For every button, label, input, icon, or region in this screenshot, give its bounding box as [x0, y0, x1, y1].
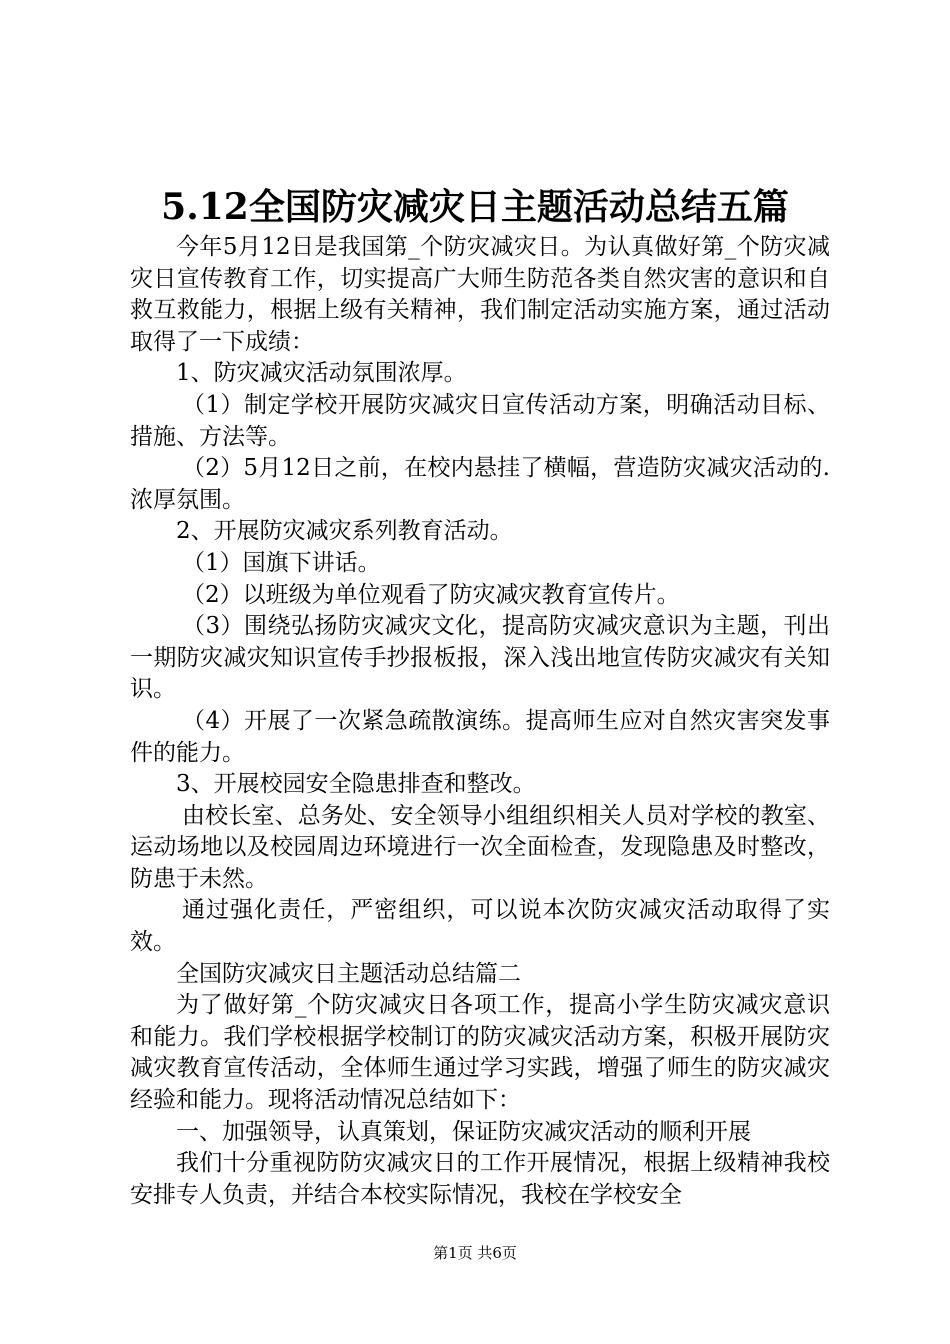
page-number-footer: 第1页 共6页 — [433, 1244, 517, 1262]
document-title: 5.12全国防灾减灾日主题活动总结五篇 — [161, 186, 789, 228]
list-item: （4）开展了一次紧急疏散演练。提高师生应对自然灾害突发事件的能力。 — [130, 707, 830, 766]
paragraph: 为了做好第_个防灾减灾日各项工作，提高小学生防灾减灾意识和能力。我们学校根据学校制订的防灾减灾活动方案，积极开展防灾减灾教育宣传活动，全体师生通过学习实践，增强了师生的防灾减灾经验和能力。现将活动情况总结如下： — [130, 992, 830, 1114]
section-heading: 一、加强领导，认真策划，保证防灾减灾活动的顺利开展 — [176, 1118, 751, 1145]
list-item: （1）国旗下讲话。 — [182, 549, 381, 576]
paragraph: 我们十分重视防防灾减灾日的工作开展情况，根据上级精神我校安排专人负责，并结合本校实际情况，我校在学校安全 — [130, 1150, 830, 1208]
section-heading-3: 3、开展校园安全隐患排查和整改。 — [176, 771, 536, 798]
section-heading-2: 2、开展防灾减灾系列教育活动。 — [176, 518, 513, 545]
list-item: （1）制定学校开展防灾减灾日宣传活动方案，明确活动目标、措施、方法等。 — [130, 391, 830, 450]
list-item: （2）以班级为单位观看了防灾减灾教育宣传片。 — [182, 581, 680, 608]
paragraph: 通过强化责任，严密组织，可以说本次防灾减灾活动取得了实效。 — [130, 897, 830, 956]
section-heading-1: 1、防灾减灾活动氛围浓厚。 — [176, 360, 467, 387]
list-item: （2）5月12日之前，在校内悬挂了横幅，营造防灾减灾活动的.浓厚氛围。 — [130, 455, 830, 513]
paragraph-intro: 今年5月12日是我国第_个防灾减灾日。为认真做好第_个防灾减灾日宣传教育工作，切实提高广大师生防范各类自然灾害的意识和自救互救能力，根据上级有关精神，我们制定活动实施方案，通过活动取得了一下成绩： — [130, 234, 830, 355]
paragraph: 由校长室、总务处、安全领导小组组织相关人员对学校的教室、运动场地以及校园周边环境进行一次全面检查，发现隐患及时整改，防患于未然。 — [130, 802, 830, 892]
article-subtitle: 全国防灾减灾日主题活动总结篇二 — [176, 960, 521, 987]
document-body — [130, 232, 830, 1211]
list-item: （3）围绕弘扬防灾减灾文化，提高防灾减灾意识为主题，刊出一期防灾减灾知识宣传手抄报板报，深入浅出地宣传防灾减灾有关知识。 — [130, 613, 830, 703]
